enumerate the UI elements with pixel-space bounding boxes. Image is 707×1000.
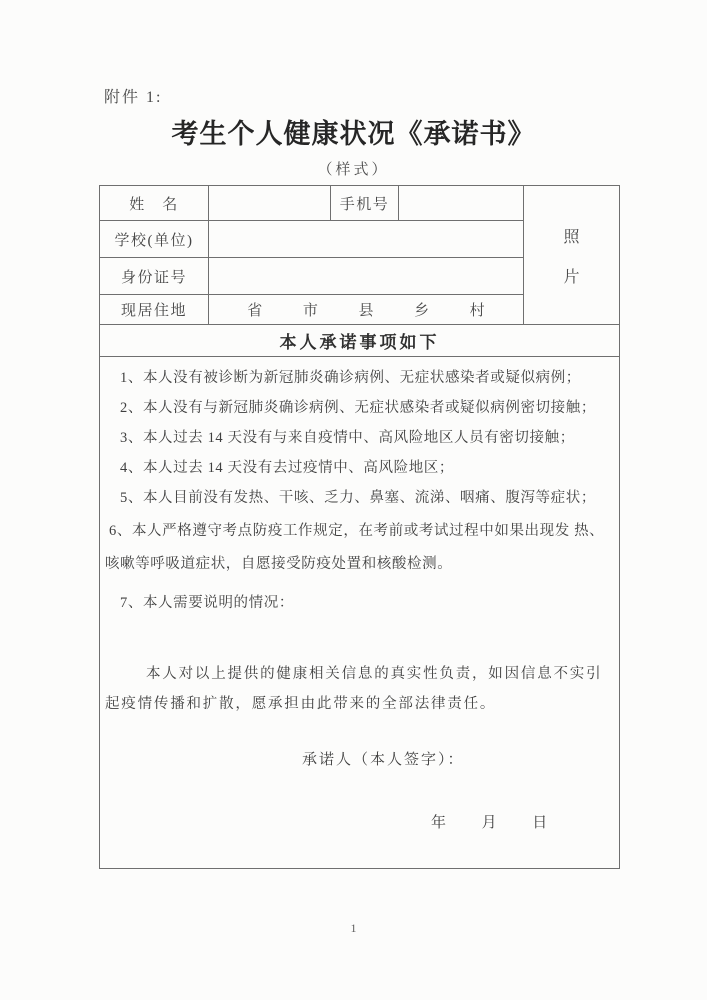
photo-cell[interactable]: [524, 186, 620, 325]
residence-village-label: 村: [469, 303, 485, 319]
page-title: 考生个人健康状况《承诺书》: [171, 119, 536, 149]
page-number: 1: [350, 921, 357, 935]
name-label: 姓 名: [100, 186, 209, 221]
photo-label-line-2: 片: [563, 268, 580, 286]
commitment-item-7: 7、本人需要说明的情况：: [120, 595, 294, 611]
date-line[interactable]: [105, 808, 611, 838]
health-form-table: [99, 185, 620, 869]
residence-province-label: 省: [247, 303, 263, 319]
commitment-item-3: 3、本人过去 14 天没有与来自疫情中、高风险地区人员有密切接触；: [120, 430, 575, 446]
photo-placeholder: [524, 224, 619, 287]
row-name-phone: [100, 186, 620, 221]
school-label: 学校(单位): [100, 221, 209, 258]
residence-county-label: 县: [358, 303, 374, 319]
commitment-item-2: 2、本人没有与新冠肺炎确诊病例、无症状感染者或疑似病例密切接触；: [120, 400, 596, 416]
commitment-item-6: 6、本人严格遵守考点防疫工作规定，在考前或考试过程中如果出现发 热、咳嗽等呼吸道症状，自愿接受防疫处置和核酸检测。: [105, 523, 605, 572]
date-year-label: 年: [431, 815, 447, 831]
school-input-cell[interactable]: [209, 221, 524, 258]
residence-units: [209, 299, 523, 320]
id-number-label: 身份证号: [100, 258, 209, 295]
commitment-body-cell: [100, 357, 620, 869]
declaration-text: 本人对以上提供的健康相关信息的真实性负责，如因信息不实引起疫情传播和扩散，愿承担由此带来的全部法律责任。: [105, 666, 603, 712]
date-day-label: 日: [532, 815, 548, 831]
phone-input-cell[interactable]: [399, 186, 524, 221]
signature-label[interactable]: 承诺人（本人签字）：: [302, 752, 465, 768]
residence-township-label: 乡: [414, 303, 430, 319]
residence-label: 现居住地: [100, 295, 209, 325]
page-subtitle: （样式）: [317, 162, 390, 178]
phone-label: 手机号: [331, 186, 399, 221]
id-number-input-cell[interactable]: [209, 258, 524, 295]
residence-city-label: 市: [302, 303, 318, 319]
commitment-item-4: 4、本人过去 14 天没有去过疫情中、高风险地区；: [120, 460, 454, 476]
attachment-label: 附件 1:: [104, 89, 163, 106]
commitment-item-1: 1、本人没有被诊断为新冠肺炎确诊病例、无症状感染者或疑似病例；: [120, 370, 581, 386]
residence-input-cell[interactable]: [209, 295, 524, 325]
commitment-item-5: 5、本人目前没有发热、干咳、乏力、鼻塞、流涕、咽痛、腹泻等症状；: [120, 490, 596, 506]
photo-label-line-1: 照: [563, 228, 580, 246]
date-month-label: 月: [481, 815, 498, 831]
row-commitment-header: [100, 325, 620, 357]
commitment-header: 本人承诺事项如下: [100, 325, 620, 357]
row-commitment-body: [100, 357, 620, 869]
name-input-cell[interactable]: [209, 186, 331, 221]
